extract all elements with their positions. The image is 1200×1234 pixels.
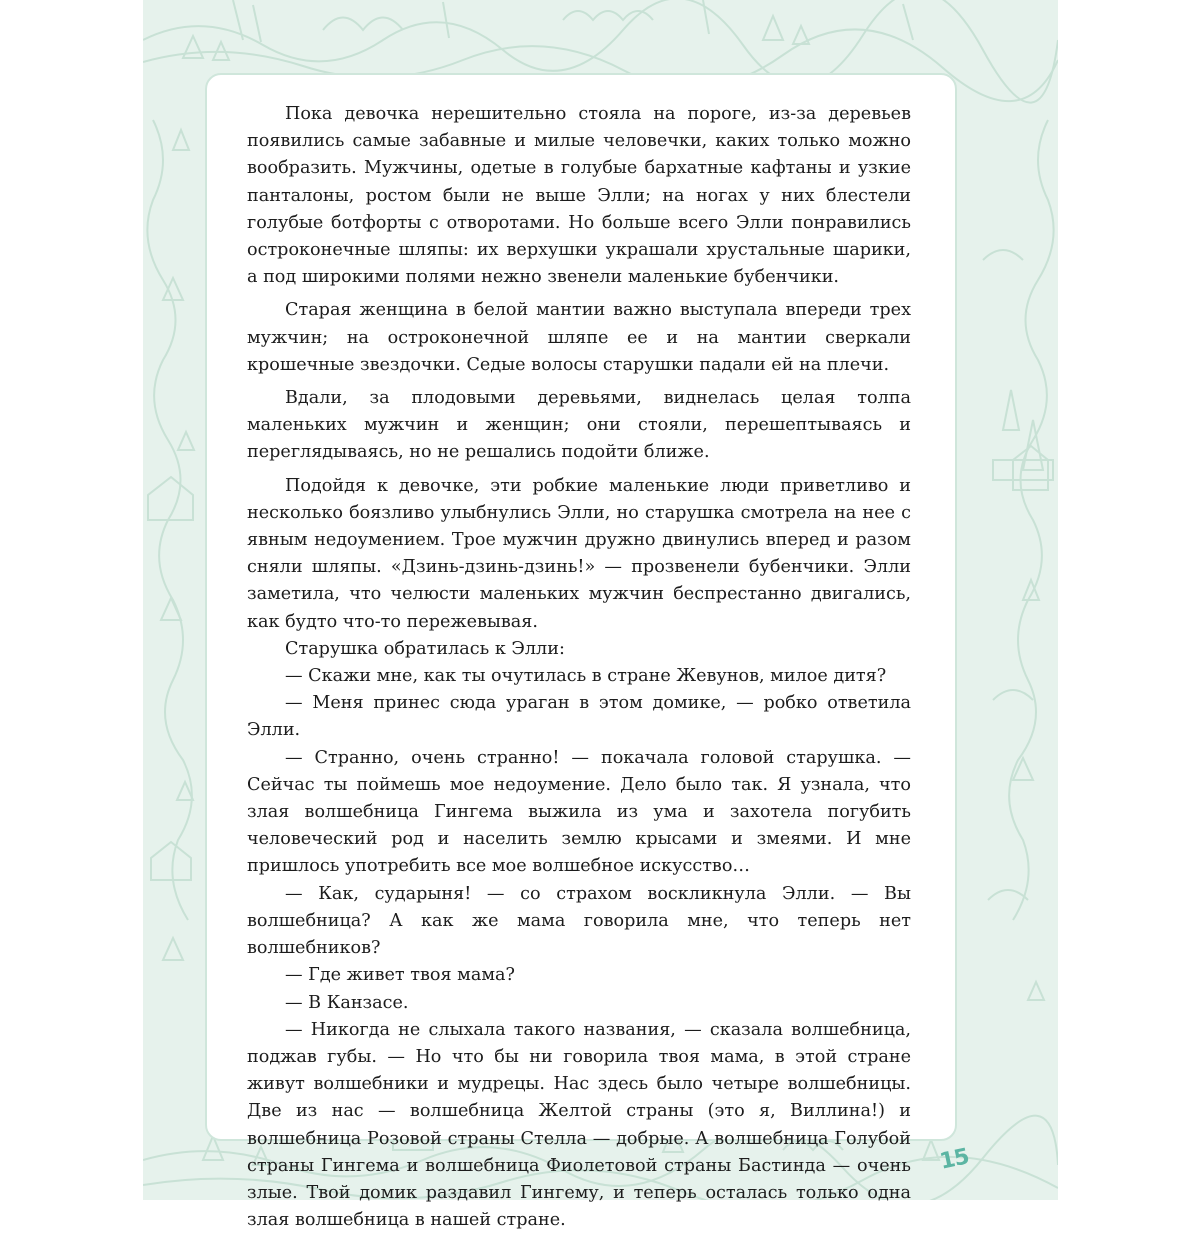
- paragraph: Вдали, за плодовыми деревьями, виднелась целая толпа маленьких мужчин и женщин; они стояли, перешептываясь и переглядываясь, но не решались подойти ближе.: [247, 388, 911, 463]
- paragraph: — Меня принес сюда ураган в этом домике, — робко ответила Элли.: [247, 693, 911, 741]
- paragraph: Подойдя к девочке, эти робкие маленькие люди приветливо и несколько боязливо улыбнулись Элли, но старушка смотрела на нее с явным недоумением. Трое мужчин дружно двинулись вперед и разом сняли шляпы. «Дзинь-дзинь-дзинь!» — прозвенели бубенчики. Элли заметила, что челюсти маленьких мужчин беспрестанно двигались, как будто что-то пережевывая.: [247, 475, 911, 632]
- paragraph: — Никогда не слыхала такого названия, — сказала волшебница, поджав губы. — Но что бы ни говорила твоя мама, в этой стране живут волшебники и мудрецы. Нас здесь было четыре волшебницы. Две из нас — волшебница Желтой страны (это я, Виллина!) и волшебница Розовой страны Стелла — добрые. А волшебница Голубой страны Гингема и волшебница Фиолетовой страны Бастинда — очень злые. Твой домик раздавил Гингему, и теперь осталась только одна злая волшебница в нашей стране.: [247, 1019, 911, 1231]
- paragraph: — Странно, очень странно! — покачала головой старушка. — Сейчас ты поймешь мое недоумение. Дело было так. Я узнала, что злая волшебница Гингема выжила из ума и захотела погубить человеческий род и населить землю крысами и змеями. И мне пришлось употребить все мое волшебное искусство…: [247, 747, 911, 877]
- paragraph: — Скажи мне, как ты очутилась в стране Жевунов, милое дитя?: [285, 666, 887, 687]
- paragraph: Старая женщина в белой мантии важно выступала впереди трех мужчин; на остроконечной шляпе ее и на мантии сверкали крошечные звездочки. Седые волосы старушки падали ей на плечи.: [247, 300, 911, 375]
- paragraph: Пока девочка нерешительно стояла на пороге, из-за деревьев появились самые забавные и милые человечки, каких только можно вообразить. Мужчины, одетые в голубые бархатные кафтаны и узкие панталоны, ростом были не выше Элли; на ногах у них блестели голубые ботфорты с отворотами. Но больше всего Элли понравились остроконечные шляпы: их верхушки украшали хрустальные шарики, а под широкими полями нежно звенели маленькие бубенчики.: [247, 104, 911, 288]
- story-text: [247, 101, 911, 1234]
- page-number: 15: [937, 1144, 971, 1175]
- paragraph: — Где живет твоя мама?: [285, 965, 515, 986]
- paragraph: Старушка обратилась к Элли:: [285, 638, 565, 659]
- paragraph: — В Канзасе.: [285, 992, 409, 1013]
- paragraph: — Как, сударыня! — со страхом воскликнула Элли. — Вы волшебница? А как же мама говорила мне, что теперь нет волшебников?: [247, 883, 911, 959]
